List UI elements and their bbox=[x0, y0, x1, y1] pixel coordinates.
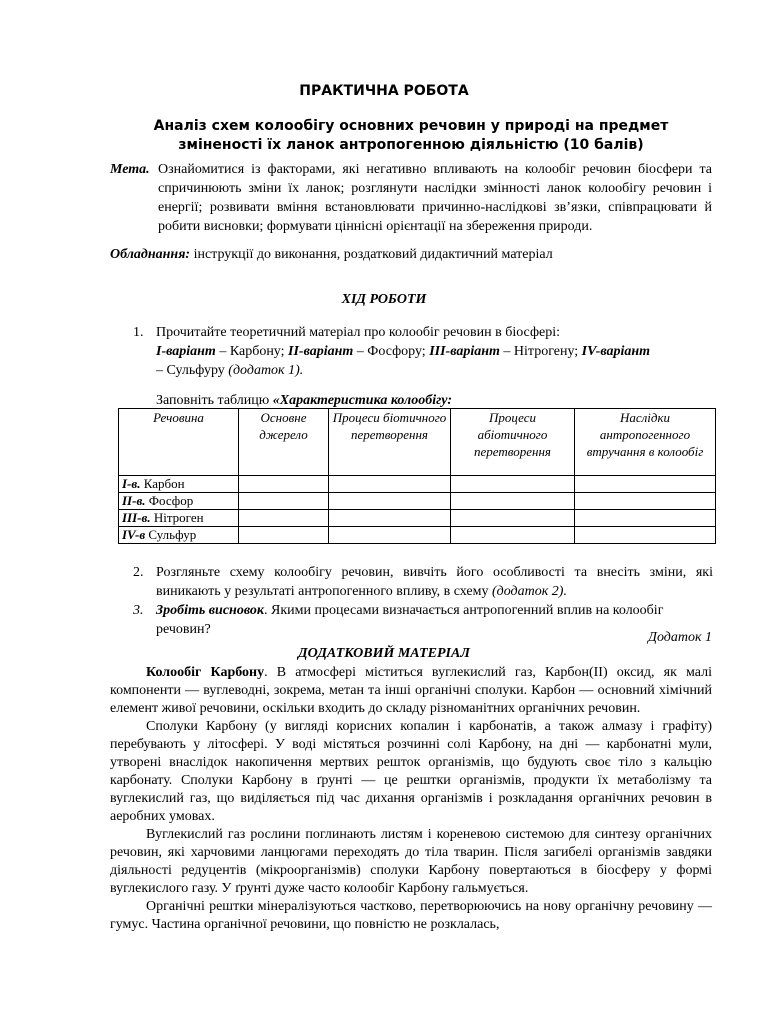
paragraph-1 bbox=[110, 664, 712, 718]
step-3-number: 3. bbox=[133, 603, 144, 618]
table-cell-empty[interactable] bbox=[451, 510, 575, 527]
table-cell-empty[interactable] bbox=[239, 476, 329, 493]
step-1-number: 1. bbox=[133, 325, 144, 340]
appendix-2-ref: (додаток 2). bbox=[491, 584, 567, 599]
table-cell-empty[interactable] bbox=[329, 476, 451, 493]
paragraph-3: Вуглекислий газ рослини поглинають листям і кореневою системою для синтезу органічних речовин, які харчовими ланцюгами переходять до тіла тварин. Після загибелі організмів завдяки діяльності редуцентів (мікроорганізмів) сполуки Карбону повертаються в біосферу у формі вуглекислого газу. У ґрунті дуже часто колообіг Карбону гальмується. bbox=[110, 827, 712, 896]
table-header-cell: Речовина bbox=[119, 409, 239, 476]
appendix-label: Додаток 1 bbox=[648, 630, 712, 645]
row-substance-label: Нітроген bbox=[150, 510, 204, 525]
table-cell-empty[interactable] bbox=[329, 493, 451, 510]
table-cell-empty[interactable] bbox=[575, 493, 716, 510]
table-cell-empty[interactable] bbox=[239, 527, 329, 544]
variant-4-label: ІV-варіант bbox=[581, 344, 651, 359]
paragraph-1-text: . В атмосфері міститься вуглекислий газ, Карбон(II) оксид, як малі компоненти — вуглеводні, зокрема, метан та інші органічні сполуки. Карбон — основний хімічний елемент живої речовини, оскільки входить до складу різноманітних органічних речовин. bbox=[110, 665, 713, 716]
table-cell-empty[interactable] bbox=[239, 510, 329, 527]
variant-2-text: – Фосфору; bbox=[353, 344, 430, 359]
table-header-cell: Процеси біотичного перетворення bbox=[329, 409, 451, 476]
table-intro-title: «Характеристика колообігу: bbox=[272, 393, 452, 408]
equipment-section bbox=[110, 245, 712, 264]
table-row bbox=[119, 510, 716, 527]
row-variant-label: ІІ-в. bbox=[122, 493, 146, 508]
page-title: ПРАКТИЧНА РОБОТА bbox=[299, 83, 469, 99]
subtitle-line-2: зміненості їх ланок антропогенною діяльністю (10 балів) bbox=[178, 137, 644, 153]
page-subtitle bbox=[110, 117, 712, 155]
row-variant-label: ІІІ-в. bbox=[122, 510, 151, 525]
table-row bbox=[119, 476, 716, 493]
paragraph-2: Сполуки Карбону (у вигляді корисних копалин і карбонатів, а також алмазу і графіту) перебувають у літосфері. У воді містяться розчинні солі Карбону, на дні — карбонатні мули, утворені внаслідок накопичення мертвих решток організмів, що будують своє тіло з кальцію карбонату. Сполуки Карбону в ґрунті — це рештки організмів, продукти їх метаболізму та вуглекислий газ, що виділяється під час дихання організмів і розкладання органічних речовин в аеробних умовах. bbox=[110, 719, 712, 824]
subtitle-line-1: Аналіз схем колообігу основних речовин у природі на предмет bbox=[153, 118, 669, 134]
table-header-cell: Основне джерело bbox=[239, 409, 329, 476]
row-variant-label: ІV-в bbox=[122, 527, 146, 542]
variant-3-text: – Нітрогену; bbox=[499, 344, 582, 359]
step-3-label: Зробіть висновок bbox=[156, 603, 264, 618]
carbon-cycle-term: Колообіг Карбону bbox=[146, 665, 265, 680]
variant-2-label: ІІ-варіант bbox=[288, 344, 354, 359]
additional-material-heading: ДОДАТКОВИЙ МАТЕРІАЛ bbox=[298, 646, 470, 661]
step-2-number: 2. bbox=[133, 565, 144, 580]
table-cell-empty[interactable] bbox=[575, 476, 716, 493]
goal-text: Ознайомитися із факторами, які негативно впливають на колообіг речовин біосфери та спричинюють зміни їх ланок; розглянути наслідки змінності ланок колообігу речовин і енергії; розвивати вміння встановлювати причинно-наслідкові зв’язки, співпрацювати й робити висновки; формувати ціннісні орієнтації на збереження природи. bbox=[158, 162, 712, 234]
table-cell-empty[interactable] bbox=[239, 493, 329, 510]
table-cell-empty[interactable] bbox=[329, 510, 451, 527]
goal-label: Мета. bbox=[110, 162, 150, 177]
step-1 bbox=[133, 323, 713, 380]
step-2-text: Розгляньте схему колообігу речовин, вивчіть його особливості та внесіть зміни, які виникають у результаті антропогенного впливу, в схему bbox=[156, 565, 713, 599]
table-header-cell: Наслідки антропогенного втручання в колообіг bbox=[575, 409, 716, 476]
procedure-heading: ХІД РОБОТИ bbox=[341, 292, 427, 307]
table-cell-empty[interactable] bbox=[451, 527, 575, 544]
table-cell-substance bbox=[119, 527, 239, 544]
appendix-1-ref: (додаток 1). bbox=[228, 363, 304, 378]
table-cell-empty[interactable] bbox=[451, 493, 575, 510]
table-cell-empty[interactable] bbox=[329, 527, 451, 544]
equipment-label: Обладнання: bbox=[110, 247, 191, 262]
step-1-variants bbox=[156, 342, 713, 361]
step-1-intro: Прочитайте теоретичний матеріал про колообіг речовин в біосфері: bbox=[156, 325, 561, 340]
variant-1-text: – Карбону; bbox=[215, 344, 289, 359]
equipment-text: інструкції до виконання, роздатковий дидактичний матеріал bbox=[193, 247, 553, 262]
table-cell-empty[interactable] bbox=[575, 527, 716, 544]
additional-material-body bbox=[110, 664, 712, 934]
step-3-text: . Якими процесами визначається антропогенний вплив на колообіг речовин? bbox=[156, 603, 664, 637]
row-substance-label: Карбон bbox=[140, 476, 185, 491]
table-row bbox=[119, 493, 716, 510]
table-intro-prefix: Заповніть таблицю bbox=[156, 393, 273, 408]
table-cell-substance bbox=[119, 510, 239, 527]
table-cell-empty[interactable] bbox=[451, 476, 575, 493]
row-substance-label: Сульфур bbox=[145, 527, 197, 542]
variant-1-label: І-варіант bbox=[156, 344, 216, 359]
table-cell-empty[interactable] bbox=[575, 510, 716, 527]
goal-section bbox=[110, 160, 712, 236]
row-substance-label: Фосфор bbox=[145, 493, 194, 508]
variant-4-text: – Сульфуру bbox=[156, 363, 229, 378]
table-header-cell: Процеси абіотичного перетворення bbox=[451, 409, 575, 476]
steps-2-3 bbox=[133, 563, 713, 639]
paragraph-4: Органічні рештки мінералізуються частково, перетворюючись на нову органічну речовину — гумус. Частина органічної речовини, що повністю не розклалась, bbox=[110, 899, 712, 932]
table-row bbox=[119, 527, 716, 544]
step-2 bbox=[133, 563, 713, 601]
table-cell-substance bbox=[119, 493, 239, 510]
table-header-row bbox=[119, 409, 716, 476]
step-3 bbox=[133, 601, 713, 639]
table-cell-substance bbox=[119, 476, 239, 493]
variant-3-label: ІІІ-варіант bbox=[429, 344, 500, 359]
cycle-characteristics-table bbox=[118, 408, 716, 544]
row-variant-label: І-в. bbox=[122, 476, 141, 491]
